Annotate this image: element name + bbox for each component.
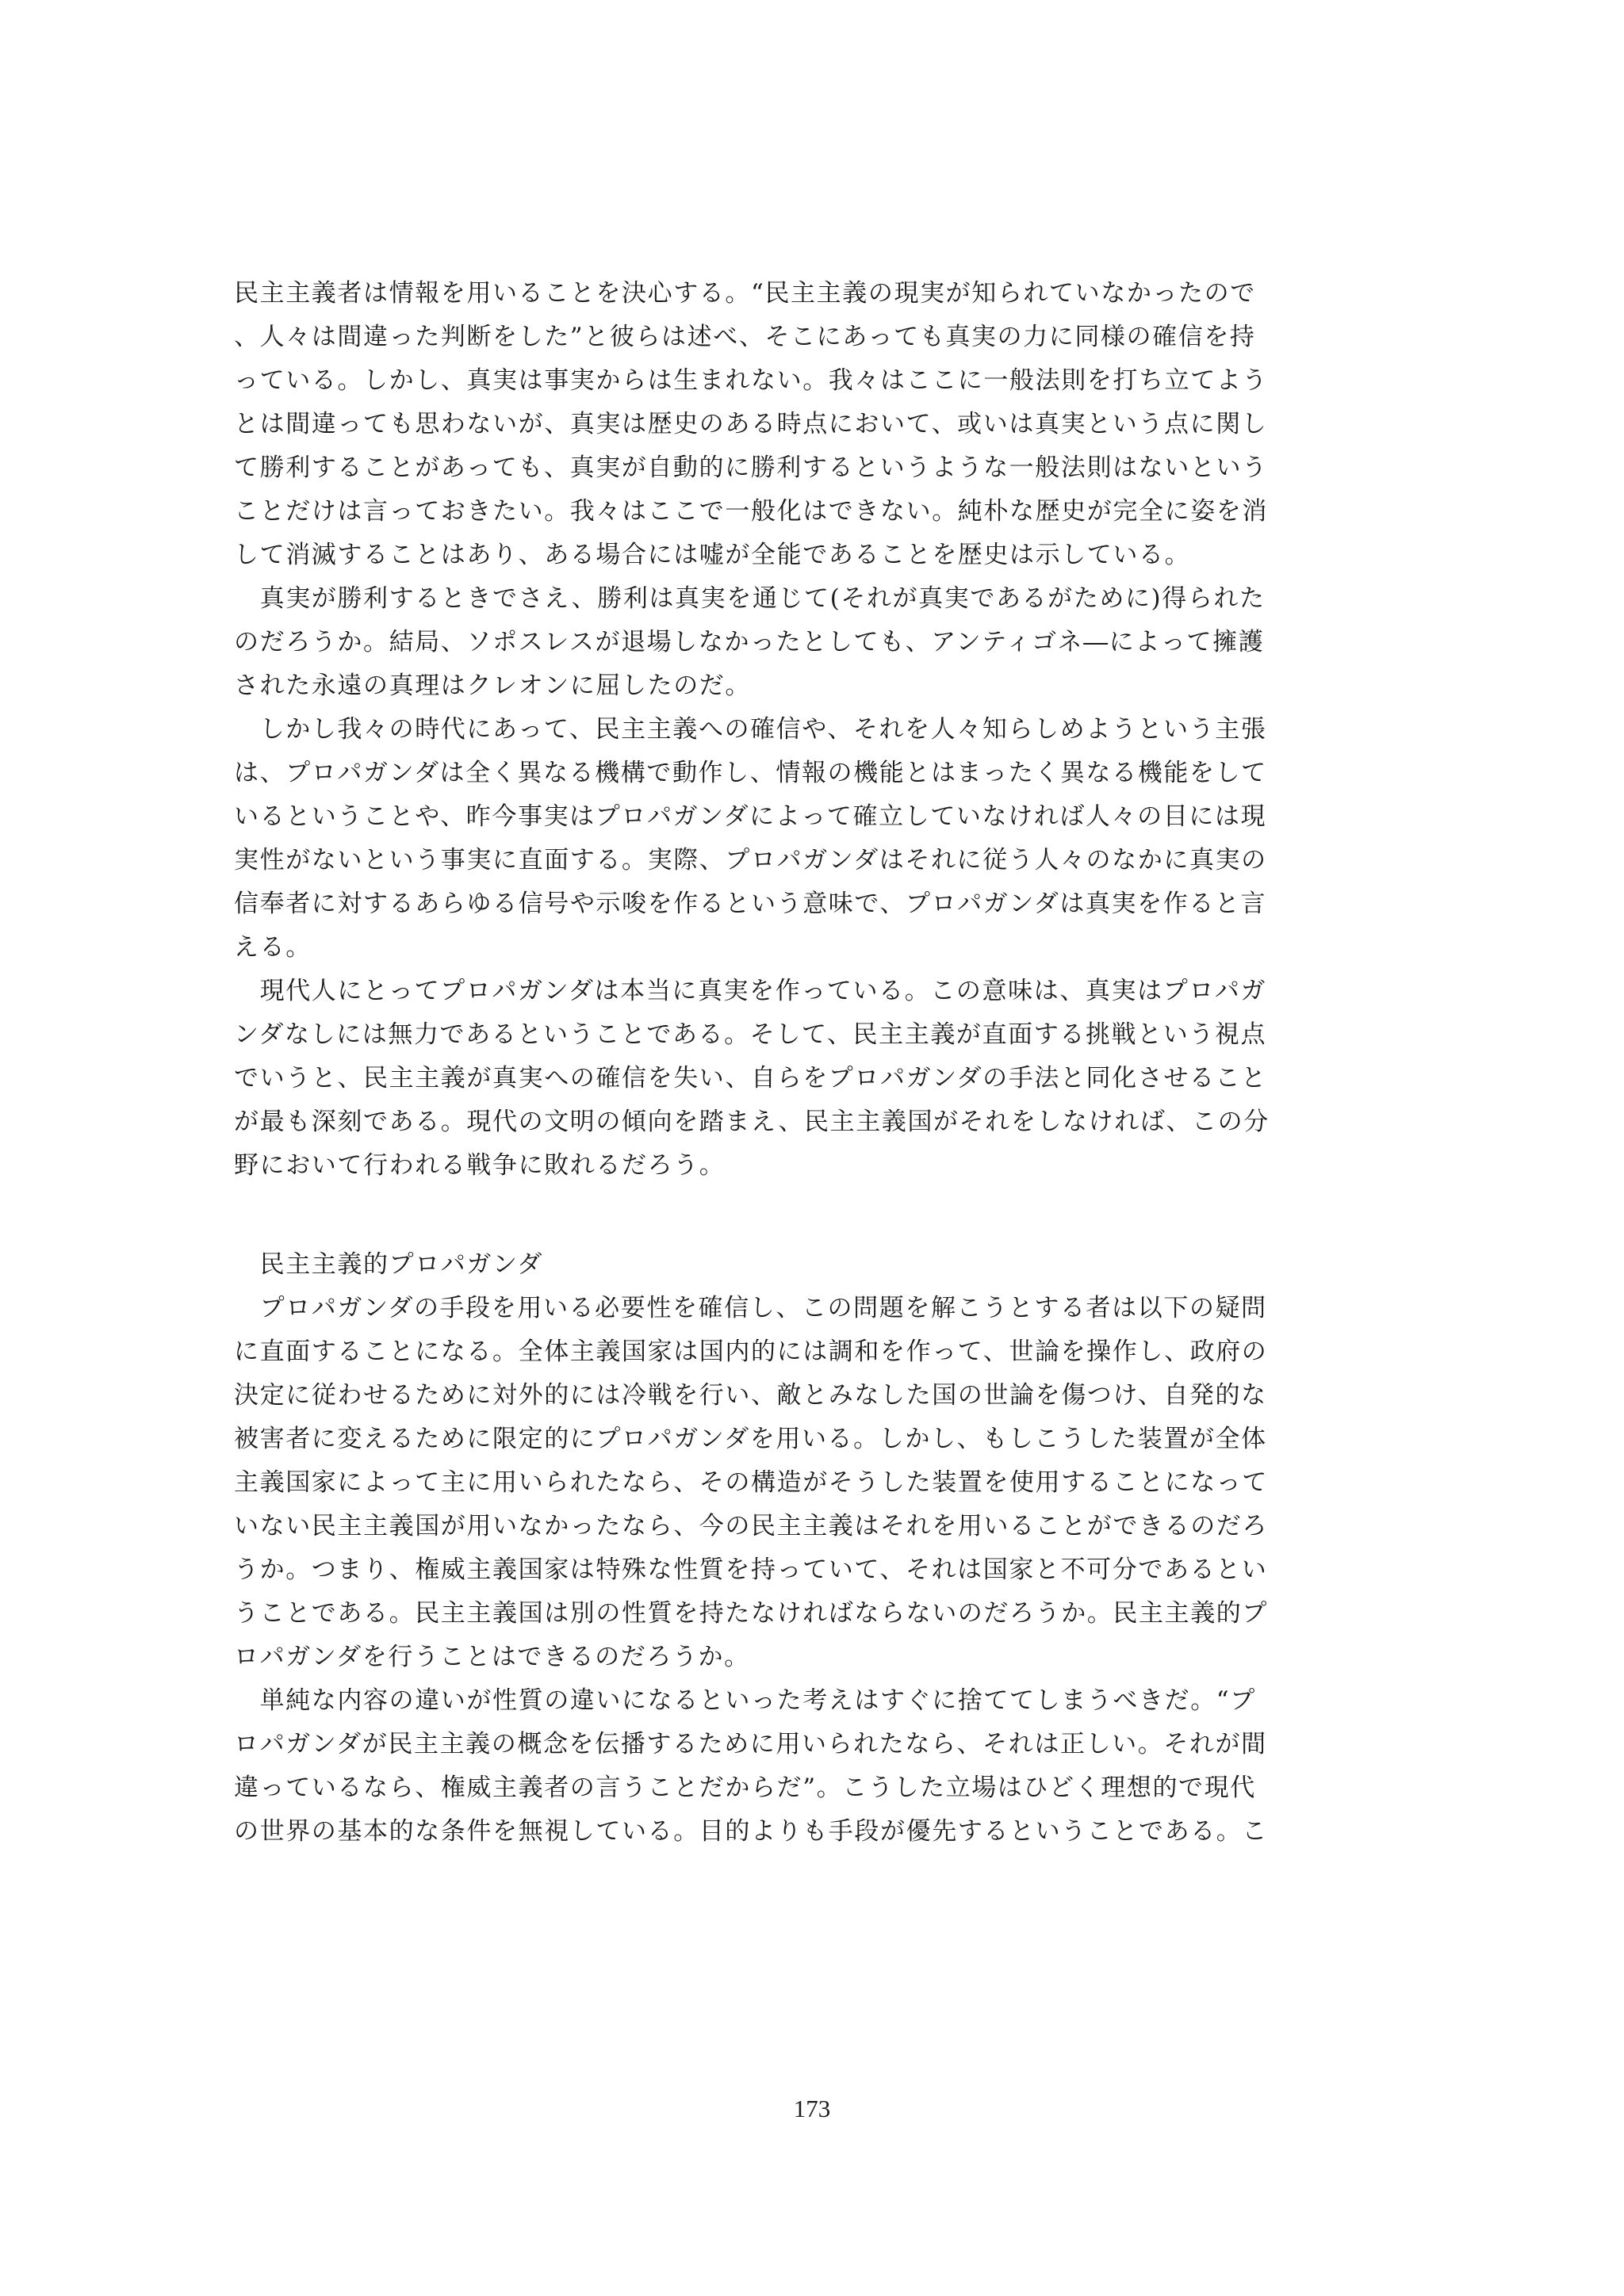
text-line: ンダなしには無力であるということである。そして、民主主義が直面する挑戦という視点	[234, 1020, 1267, 1049]
page-number: 173	[793, 2095, 831, 2122]
text-line: っている。しかし、真実は事実からは生まれない。我々はここに一般法則を打ち立てよう	[234, 366, 1268, 395]
text-line: うことである。民主主義国は別の性質を持たなければならないのだろうか。民主主義的プ	[234, 1599, 1268, 1628]
text-line: の世界の基本的な条件を無視している。目的よりも手段が優先するということである。こ	[234, 1817, 1268, 1846]
text-line: うか。つまり、権威主義国家は特殊な性質を持っていて、それは国家と不可分であるとい	[234, 1556, 1268, 1584]
section-heading: 民主主義的プロパガンダ	[234, 1250, 543, 1279]
text-line: でいうと、民主主義が真実への確信を失い、自らをプロパガンダの手法と同化させること	[234, 1064, 1267, 1093]
text-line: 、人々は間違った判断をした”と彼らは述べ、そこにあっても真実の力に同様の確信を持	[234, 323, 1256, 351]
text-line: 真実が勝利するときでさえ、勝利は真実を通じて(それが真実であるがために)得られた	[234, 584, 1266, 613]
text-line: は、プロパガンダは全く異なる機構で動作し、情報の機能とはまったく異なる機能をして	[234, 759, 1267, 787]
text-line: とは間違っても思わないが、真実は歴史のある時点において、或いは真実という点に関し	[234, 410, 1268, 438]
text-line: 野において行われる戦争に敗れるだろう。	[234, 1151, 726, 1180]
text-line	[234, 1187, 1392, 1231]
text-line: が最も深刻である。現代の文明の傾向を踏まえ、民主主義国がそれをしなければ、この分	[234, 1108, 1270, 1136]
text-line: 民主主義者は情報を用いることを決心する。“民主主義の現実が知られていなかったので	[234, 279, 1256, 308]
text-line: して消滅することはあり、ある場合には嘘が全能であることを歴史は示している。	[234, 541, 1191, 569]
text-line: ロパガンダを行うことはできるのだろうか。	[234, 1643, 750, 1671]
text-line: いない民主主義国が用いなかったなら、今の民主主義はそれを用いることができるのだろ	[234, 1512, 1268, 1540]
text-line: 違っているなら、権威主義者の言うことだからだ”。こうした立場はひどく理想的で現代	[234, 1774, 1256, 1802]
text-line: に直面することになる。全体主義国家は国内的には調和を作って、世論を操作し、政府の	[234, 1337, 1268, 1366]
text-line: プロパガンダの手段を用いる必要性を確信し、この問題を解こうとする者は以下の疑問	[234, 1294, 1267, 1322]
text-line: いるということや、昨今事実はプロパガンダによって確立していなければ人々の目には現	[234, 802, 1267, 831]
text-line: された永遠の真理はクレオンに屈したのだ。	[234, 672, 751, 700]
text-line: しかし我々の時代にあって、民主主義への確信や、それを人々知らしめようという主張	[234, 715, 1267, 744]
text-line: のだろうか。結局、ソポスレスが退場しなかったとしても、アンティゴネ―によって擁護	[234, 628, 1265, 656]
text-line: 信奉者に対するあらゆる信号や示唆を作るという意味で、プロパガンダは真実を作ると言	[234, 890, 1267, 918]
text-line: て勝利することがあっても、真実が自動的に勝利するというような一般法則はないという	[234, 453, 1268, 482]
text-line: 実性がないという事実に直面する。実際、プロパガンダはそれに従う人々のなかに真実の	[234, 846, 1267, 874]
text-line: ロパガンダが民主主義の概念を伝播するために用いられたなら、それは正しい。それが間	[234, 1730, 1267, 1758]
text-line: 主義国家によって主に用いられたなら、その構造がそうした装置を使用することになって	[234, 1468, 1268, 1497]
text-line: える。	[234, 933, 312, 962]
text-line: ことだけは言っておきたい。我々はここで一般化はできない。純朴な歴史が完全に姿を消	[234, 497, 1268, 526]
text-line: 現代人にとってプロパガンダは本当に真実を作っている。この意味は、真実はプロパガ	[234, 977, 1267, 1005]
text-line: 決定に従わせるために対外的には冷戦を行い、敵とみなした国の世論を傷つけ、自発的な	[234, 1381, 1267, 1410]
text-line: 単純な内容の違いが性質の違いになるといった考えはすぐに捨ててしまうべきだ。“プ	[234, 1686, 1256, 1715]
text-line: 被害者に変えるために限定的にプロパガンダを用いる。しかし、もしこうした装置が全体	[234, 1425, 1267, 1453]
